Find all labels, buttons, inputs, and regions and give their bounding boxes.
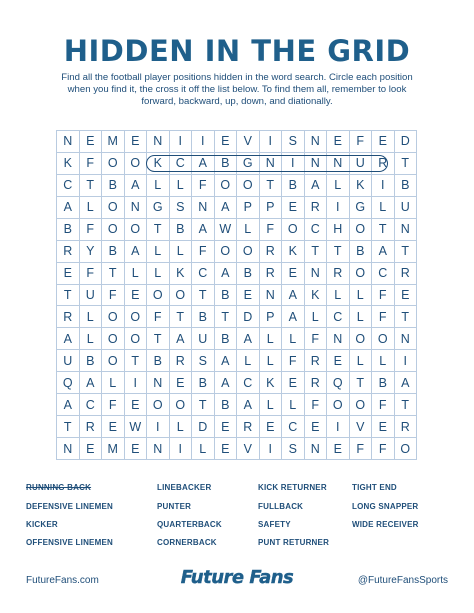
- grid-cell[interactable]: B: [237, 263, 260, 285]
- grid-cell[interactable]: F: [305, 328, 328, 350]
- grid-cell[interactable]: R: [260, 263, 283, 285]
- grid-cell[interactable]: L: [147, 263, 170, 285]
- grid-cell[interactable]: N: [305, 153, 328, 175]
- grid-cell[interactable]: A: [125, 241, 148, 263]
- grid-cell[interactable]: B: [372, 372, 395, 394]
- grid-cell[interactable]: L: [192, 438, 215, 460]
- grid-cell[interactable]: N: [305, 131, 328, 153]
- grid-cell[interactable]: C: [192, 263, 215, 285]
- word-list-item: PUNTER: [157, 502, 192, 511]
- grid-cell[interactable]: A: [305, 175, 328, 197]
- grid-cell[interactable]: N: [125, 197, 148, 219]
- grid-cell[interactable]: I: [170, 131, 193, 153]
- grid-cell[interactable]: A: [215, 350, 238, 372]
- grid-cell[interactable]: C: [57, 175, 80, 197]
- grid-cell[interactable]: O: [350, 219, 373, 241]
- grid-cell[interactable]: D: [395, 131, 418, 153]
- word-list-item: FULLBACK: [258, 502, 304, 511]
- grid-cell[interactable]: N: [260, 153, 283, 175]
- grid-cell[interactable]: E: [327, 350, 350, 372]
- grid-cell[interactable]: E: [102, 416, 125, 438]
- word-list-item: LINEBACKER: [157, 483, 212, 492]
- grid-cell[interactable]: O: [125, 219, 148, 241]
- grid-cell[interactable]: L: [170, 175, 193, 197]
- grid-cell[interactable]: H: [327, 219, 350, 241]
- word-list-item: WIDE RECEIVER: [352, 520, 419, 529]
- grid-cell[interactable]: K: [350, 175, 373, 197]
- grid-cell[interactable]: E: [395, 285, 418, 307]
- grid-cell[interactable]: O: [237, 241, 260, 263]
- grid-cell[interactable]: A: [57, 394, 80, 416]
- grid-cell[interactable]: V: [350, 416, 373, 438]
- grid-cell[interactable]: O: [102, 306, 125, 328]
- grid-cell[interactable]: K: [260, 372, 283, 394]
- grid-cell[interactable]: E: [80, 438, 103, 460]
- grid-cell[interactable]: T: [80, 175, 103, 197]
- grid-cell[interactable]: F: [372, 438, 395, 460]
- grid-cell[interactable]: E: [125, 285, 148, 307]
- grid-cell[interactable]: R: [170, 350, 193, 372]
- grid-cell[interactable]: L: [372, 197, 395, 219]
- grid-cell[interactable]: V: [237, 131, 260, 153]
- grid-cell[interactable]: T: [395, 394, 418, 416]
- grid-cell[interactable]: E: [215, 416, 238, 438]
- grid-cell[interactable]: A: [192, 153, 215, 175]
- word-list-item: QUARTERBACK: [157, 520, 222, 529]
- grid-cell[interactable]: G: [237, 153, 260, 175]
- grid-cell[interactable]: E: [215, 131, 238, 153]
- grid-cell[interactable]: V: [237, 438, 260, 460]
- grid-cell[interactable]: B: [170, 219, 193, 241]
- grid-cell[interactable]: T: [102, 263, 125, 285]
- grid-cell[interactable]: T: [57, 416, 80, 438]
- grid-cell[interactable]: Q: [57, 372, 80, 394]
- grid-cell[interactable]: B: [395, 175, 418, 197]
- grid-cell[interactable]: O: [215, 175, 238, 197]
- grid-cell[interactable]: A: [80, 372, 103, 394]
- grid-cell[interactable]: O: [395, 438, 418, 460]
- grid-cell[interactable]: P: [260, 306, 283, 328]
- grid-cell[interactable]: B: [102, 241, 125, 263]
- grid-cell[interactable]: A: [57, 197, 80, 219]
- grid-cell[interactable]: S: [282, 131, 305, 153]
- grid-cell[interactable]: O: [102, 350, 125, 372]
- grid-cell[interactable]: I: [260, 131, 283, 153]
- grid-cell[interactable]: D: [192, 416, 215, 438]
- grid-cell[interactable]: L: [327, 175, 350, 197]
- grid-cell[interactable]: K: [147, 153, 170, 175]
- grid-cell[interactable]: O: [170, 285, 193, 307]
- grid-cell[interactable]: N: [57, 438, 80, 460]
- grid-cell[interactable]: O: [102, 153, 125, 175]
- grid-cell[interactable]: R: [57, 241, 80, 263]
- word-list-item: KICKER: [26, 520, 58, 529]
- grid-cell[interactable]: L: [147, 241, 170, 263]
- grid-cell[interactable]: I: [327, 416, 350, 438]
- grid-cell[interactable]: T: [192, 394, 215, 416]
- grid-cell[interactable]: T: [350, 372, 373, 394]
- grid-cell[interactable]: C: [80, 394, 103, 416]
- grid-cell[interactable]: C: [305, 219, 328, 241]
- grid-cell[interactable]: F: [372, 285, 395, 307]
- grid-cell[interactable]: A: [215, 372, 238, 394]
- grid-cell[interactable]: L: [260, 328, 283, 350]
- grid-cell[interactable]: O: [102, 197, 125, 219]
- word-list-item: OFFENSIVE LINEMEN: [26, 538, 113, 547]
- grid-cell[interactable]: R: [395, 416, 418, 438]
- grid-cell[interactable]: T: [125, 350, 148, 372]
- grid-cell[interactable]: R: [305, 197, 328, 219]
- grid-cell[interactable]: O: [125, 328, 148, 350]
- grid-cell[interactable]: E: [327, 438, 350, 460]
- grid-cell[interactable]: N: [395, 328, 418, 350]
- grid-cell[interactable]: E: [327, 131, 350, 153]
- grid-cell[interactable]: F: [192, 241, 215, 263]
- grid-cell[interactable]: A: [237, 328, 260, 350]
- grid-cell[interactable]: S: [282, 438, 305, 460]
- grid-cell[interactable]: I: [327, 197, 350, 219]
- grid-cell[interactable]: E: [372, 131, 395, 153]
- grid-cell[interactable]: O: [215, 241, 238, 263]
- grid-cell[interactable]: O: [282, 219, 305, 241]
- grid-cell[interactable]: T: [170, 306, 193, 328]
- word-list-item: LONG SNAPPER: [352, 502, 419, 511]
- grid-cell[interactable]: S: [170, 197, 193, 219]
- grid-cell[interactable]: E: [282, 372, 305, 394]
- grid-cell[interactable]: C: [237, 372, 260, 394]
- grid-cell[interactable]: A: [192, 219, 215, 241]
- grid-cell[interactable]: O: [102, 328, 125, 350]
- grid-cell[interactable]: L: [260, 350, 283, 372]
- grid-cell[interactable]: U: [395, 197, 418, 219]
- grid-cell[interactable]: T: [305, 241, 328, 263]
- grid-cell[interactable]: P: [237, 197, 260, 219]
- grid-cell[interactable]: L: [80, 197, 103, 219]
- word-list-item: RUNNING BACK: [26, 483, 92, 492]
- grid-cell[interactable]: M: [102, 131, 125, 153]
- grid-cell[interactable]: I: [192, 131, 215, 153]
- grid-cell[interactable]: I: [372, 175, 395, 197]
- grid-cell[interactable]: R: [395, 263, 418, 285]
- grid-cell[interactable]: I: [147, 416, 170, 438]
- grid-cell[interactable]: E: [282, 263, 305, 285]
- grid-cell[interactable]: E: [305, 416, 328, 438]
- grid-cell[interactable]: F: [80, 219, 103, 241]
- grid-cell[interactable]: F: [260, 219, 283, 241]
- grid-cell[interactable]: F: [372, 394, 395, 416]
- grid-cell[interactable]: L: [260, 394, 283, 416]
- grid-cell[interactable]: O: [147, 285, 170, 307]
- grid-cell[interactable]: A: [395, 372, 418, 394]
- grid-cell[interactable]: L: [305, 306, 328, 328]
- grid-cell[interactable]: T: [260, 175, 283, 197]
- grid-cell[interactable]: F: [102, 285, 125, 307]
- grid-cell[interactable]: U: [350, 153, 373, 175]
- grid-cell[interactable]: Y: [80, 241, 103, 263]
- grid-cell[interactable]: G: [147, 197, 170, 219]
- grid-cell[interactable]: E: [125, 438, 148, 460]
- grid-cell[interactable]: O: [350, 328, 373, 350]
- grid-cell[interactable]: D: [237, 306, 260, 328]
- grid-cell[interactable]: L: [282, 394, 305, 416]
- grid-cell[interactable]: F: [305, 394, 328, 416]
- grid-cell[interactable]: F: [80, 153, 103, 175]
- grid-cell[interactable]: N: [57, 131, 80, 153]
- grid-cell[interactable]: L: [282, 328, 305, 350]
- grid-cell[interactable]: B: [80, 350, 103, 372]
- grid-cell[interactable]: G: [350, 197, 373, 219]
- grid-cell[interactable]: L: [237, 350, 260, 372]
- social-handle[interactable]: @FutureFansSports: [357, 575, 448, 586]
- grid-cell[interactable]: B: [147, 350, 170, 372]
- grid-cell[interactable]: E: [215, 438, 238, 460]
- grid-cell[interactable]: I: [395, 350, 418, 372]
- website-link[interactable]: FutureFans.com: [26, 575, 99, 586]
- word-list-item: KICK RETURNER: [258, 483, 327, 492]
- grid-cell[interactable]: T: [327, 241, 350, 263]
- grid-cell[interactable]: L: [80, 328, 103, 350]
- grid-cell[interactable]: F: [350, 438, 373, 460]
- grid-cell[interactable]: B: [215, 394, 238, 416]
- grid-cell[interactable]: L: [327, 285, 350, 307]
- grid-cell[interactable]: R: [327, 263, 350, 285]
- grid-cell[interactable]: O: [350, 263, 373, 285]
- grid-cell[interactable]: Q: [327, 372, 350, 394]
- grid-cell[interactable]: R: [372, 153, 395, 175]
- grid-cell[interactable]: F: [80, 263, 103, 285]
- grid-cell[interactable]: U: [192, 328, 215, 350]
- grid-cell[interactable]: B: [350, 241, 373, 263]
- grid-cell[interactable]: R: [237, 416, 260, 438]
- grid-cell[interactable]: U: [80, 285, 103, 307]
- grid-cell[interactable]: R: [80, 416, 103, 438]
- letter-grid: [56, 130, 417, 460]
- page-title: HIDDEN IN THE GRID: [63, 34, 411, 68]
- grid-cell[interactable]: E: [125, 394, 148, 416]
- grid-cell[interactable]: E: [80, 131, 103, 153]
- grid-cell[interactable]: O: [102, 219, 125, 241]
- grid-cell[interactable]: B: [57, 219, 80, 241]
- grid-cell[interactable]: T: [57, 285, 80, 307]
- grid-cell[interactable]: O: [125, 306, 148, 328]
- grid-cell[interactable]: E: [170, 372, 193, 394]
- grid-cell[interactable]: T: [215, 306, 238, 328]
- found-word-circle: [146, 155, 388, 172]
- grid-cell[interactable]: O: [147, 394, 170, 416]
- grid-cell[interactable]: L: [372, 350, 395, 372]
- grid-cell[interactable]: R: [57, 306, 80, 328]
- grid-cell[interactable]: L: [350, 350, 373, 372]
- grid-cell[interactable]: C: [170, 153, 193, 175]
- grid-cell[interactable]: T: [147, 219, 170, 241]
- grid-cell[interactable]: L: [170, 241, 193, 263]
- grid-cell[interactable]: R: [260, 241, 283, 263]
- grid-cell[interactable]: C: [372, 263, 395, 285]
- grid-cell[interactable]: N: [327, 328, 350, 350]
- grid-cell[interactable]: L: [102, 372, 125, 394]
- grid-cell[interactable]: K: [305, 285, 328, 307]
- grid-cell[interactable]: E: [282, 197, 305, 219]
- grid-cell[interactable]: B: [215, 285, 238, 307]
- grid-cell[interactable]: N: [147, 372, 170, 394]
- word-list-item: TIGHT END: [352, 483, 397, 492]
- grid-cell[interactable]: N: [192, 197, 215, 219]
- grid-cell[interactable]: O: [237, 175, 260, 197]
- grid-cell[interactable]: A: [215, 263, 238, 285]
- grid-cell[interactable]: L: [170, 416, 193, 438]
- grid-cell[interactable]: B: [215, 328, 238, 350]
- grid-cell[interactable]: O: [327, 394, 350, 416]
- grid-cell[interactable]: L: [237, 219, 260, 241]
- grid-cell[interactable]: A: [282, 285, 305, 307]
- grid-cell[interactable]: B: [215, 153, 238, 175]
- grid-cell[interactable]: E: [372, 416, 395, 438]
- grid-cell[interactable]: B: [282, 175, 305, 197]
- word-list-item: SAFETY: [258, 520, 291, 529]
- grid-cell[interactable]: A: [215, 197, 238, 219]
- grid-cell[interactable]: N: [305, 438, 328, 460]
- grid-cell[interactable]: E: [237, 285, 260, 307]
- grid-cell[interactable]: F: [147, 306, 170, 328]
- grid-cell[interactable]: K: [282, 241, 305, 263]
- grid-cell[interactable]: A: [170, 328, 193, 350]
- grid-cell[interactable]: E: [125, 131, 148, 153]
- grid-cell[interactable]: T: [395, 241, 418, 263]
- word-list-item: PUNT RETURNER: [258, 538, 330, 547]
- grid-cell[interactable]: A: [282, 306, 305, 328]
- grid-cell[interactable]: B: [102, 175, 125, 197]
- grid-cell[interactable]: A: [125, 175, 148, 197]
- grid-cell[interactable]: S: [192, 350, 215, 372]
- grid-cell[interactable]: I: [282, 153, 305, 175]
- grid-cell[interactable]: F: [192, 175, 215, 197]
- grid-cell[interactable]: W: [215, 219, 238, 241]
- word-list-item: DEFENSIVE LINEMEN: [26, 502, 113, 511]
- grid-cell[interactable]: F: [372, 306, 395, 328]
- grid-cell[interactable]: O: [350, 394, 373, 416]
- grid-cell[interactable]: L: [147, 175, 170, 197]
- grid-cell[interactable]: F: [350, 131, 373, 153]
- grid-cell[interactable]: N: [395, 219, 418, 241]
- grid-cell[interactable]: N: [147, 131, 170, 153]
- grid-cell[interactable]: I: [125, 372, 148, 394]
- grid-cell[interactable]: E: [57, 263, 80, 285]
- word-list-item: CORNERBACK: [157, 538, 217, 547]
- grid-cell[interactable]: K: [57, 153, 80, 175]
- grid-cell[interactable]: A: [57, 328, 80, 350]
- grid-cell[interactable]: T: [192, 285, 215, 307]
- instructions-text: Find all the football player positions hidden in the word search. Circle each position when you find it, the cross it off the list below. To find them all, remember to look forward, backward, up, down, and diationally.: [61, 72, 413, 107]
- grid-cell[interactable]: A: [237, 394, 260, 416]
- grid-cell[interactable]: R: [305, 350, 328, 372]
- grid-cell[interactable]: O: [372, 328, 395, 350]
- grid-cell[interactable]: T: [395, 306, 418, 328]
- grid-cell[interactable]: N: [147, 438, 170, 460]
- grid-cell[interactable]: N: [327, 153, 350, 175]
- grid-cell[interactable]: I: [260, 438, 283, 460]
- grid-cell[interactable]: P: [260, 197, 283, 219]
- grid-cell[interactable]: F: [102, 394, 125, 416]
- grid-cell[interactable]: O: [170, 394, 193, 416]
- grid-cell[interactable]: T: [147, 328, 170, 350]
- grid-cell[interactable]: T: [395, 153, 418, 175]
- grid-cell[interactable]: K: [170, 263, 193, 285]
- word-search-grid: [56, 130, 417, 460]
- grid-cell[interactable]: L: [350, 285, 373, 307]
- grid-cell[interactable]: B: [192, 306, 215, 328]
- grid-cell[interactable]: L: [80, 306, 103, 328]
- grid-cell[interactable]: U: [57, 350, 80, 372]
- grid-cell[interactable]: B: [192, 372, 215, 394]
- grid-cell[interactable]: C: [327, 306, 350, 328]
- grid-cell[interactable]: F: [282, 350, 305, 372]
- grid-cell[interactable]: I: [170, 438, 193, 460]
- grid-cell[interactable]: N: [260, 285, 283, 307]
- grid-cell[interactable]: N: [305, 263, 328, 285]
- future-fans-logo: Future Fans: [180, 567, 294, 588]
- grid-cell[interactable]: M: [102, 438, 125, 460]
- grid-cell[interactable]: R: [305, 372, 328, 394]
- grid-cell[interactable]: L: [125, 263, 148, 285]
- grid-cell[interactable]: C: [282, 416, 305, 438]
- grid-cell[interactable]: L: [350, 306, 373, 328]
- grid-cell[interactable]: T: [372, 219, 395, 241]
- grid-cell[interactable]: A: [372, 241, 395, 263]
- grid-cell[interactable]: O: [125, 153, 148, 175]
- grid-cell[interactable]: E: [260, 416, 283, 438]
- grid-cell[interactable]: W: [125, 416, 148, 438]
